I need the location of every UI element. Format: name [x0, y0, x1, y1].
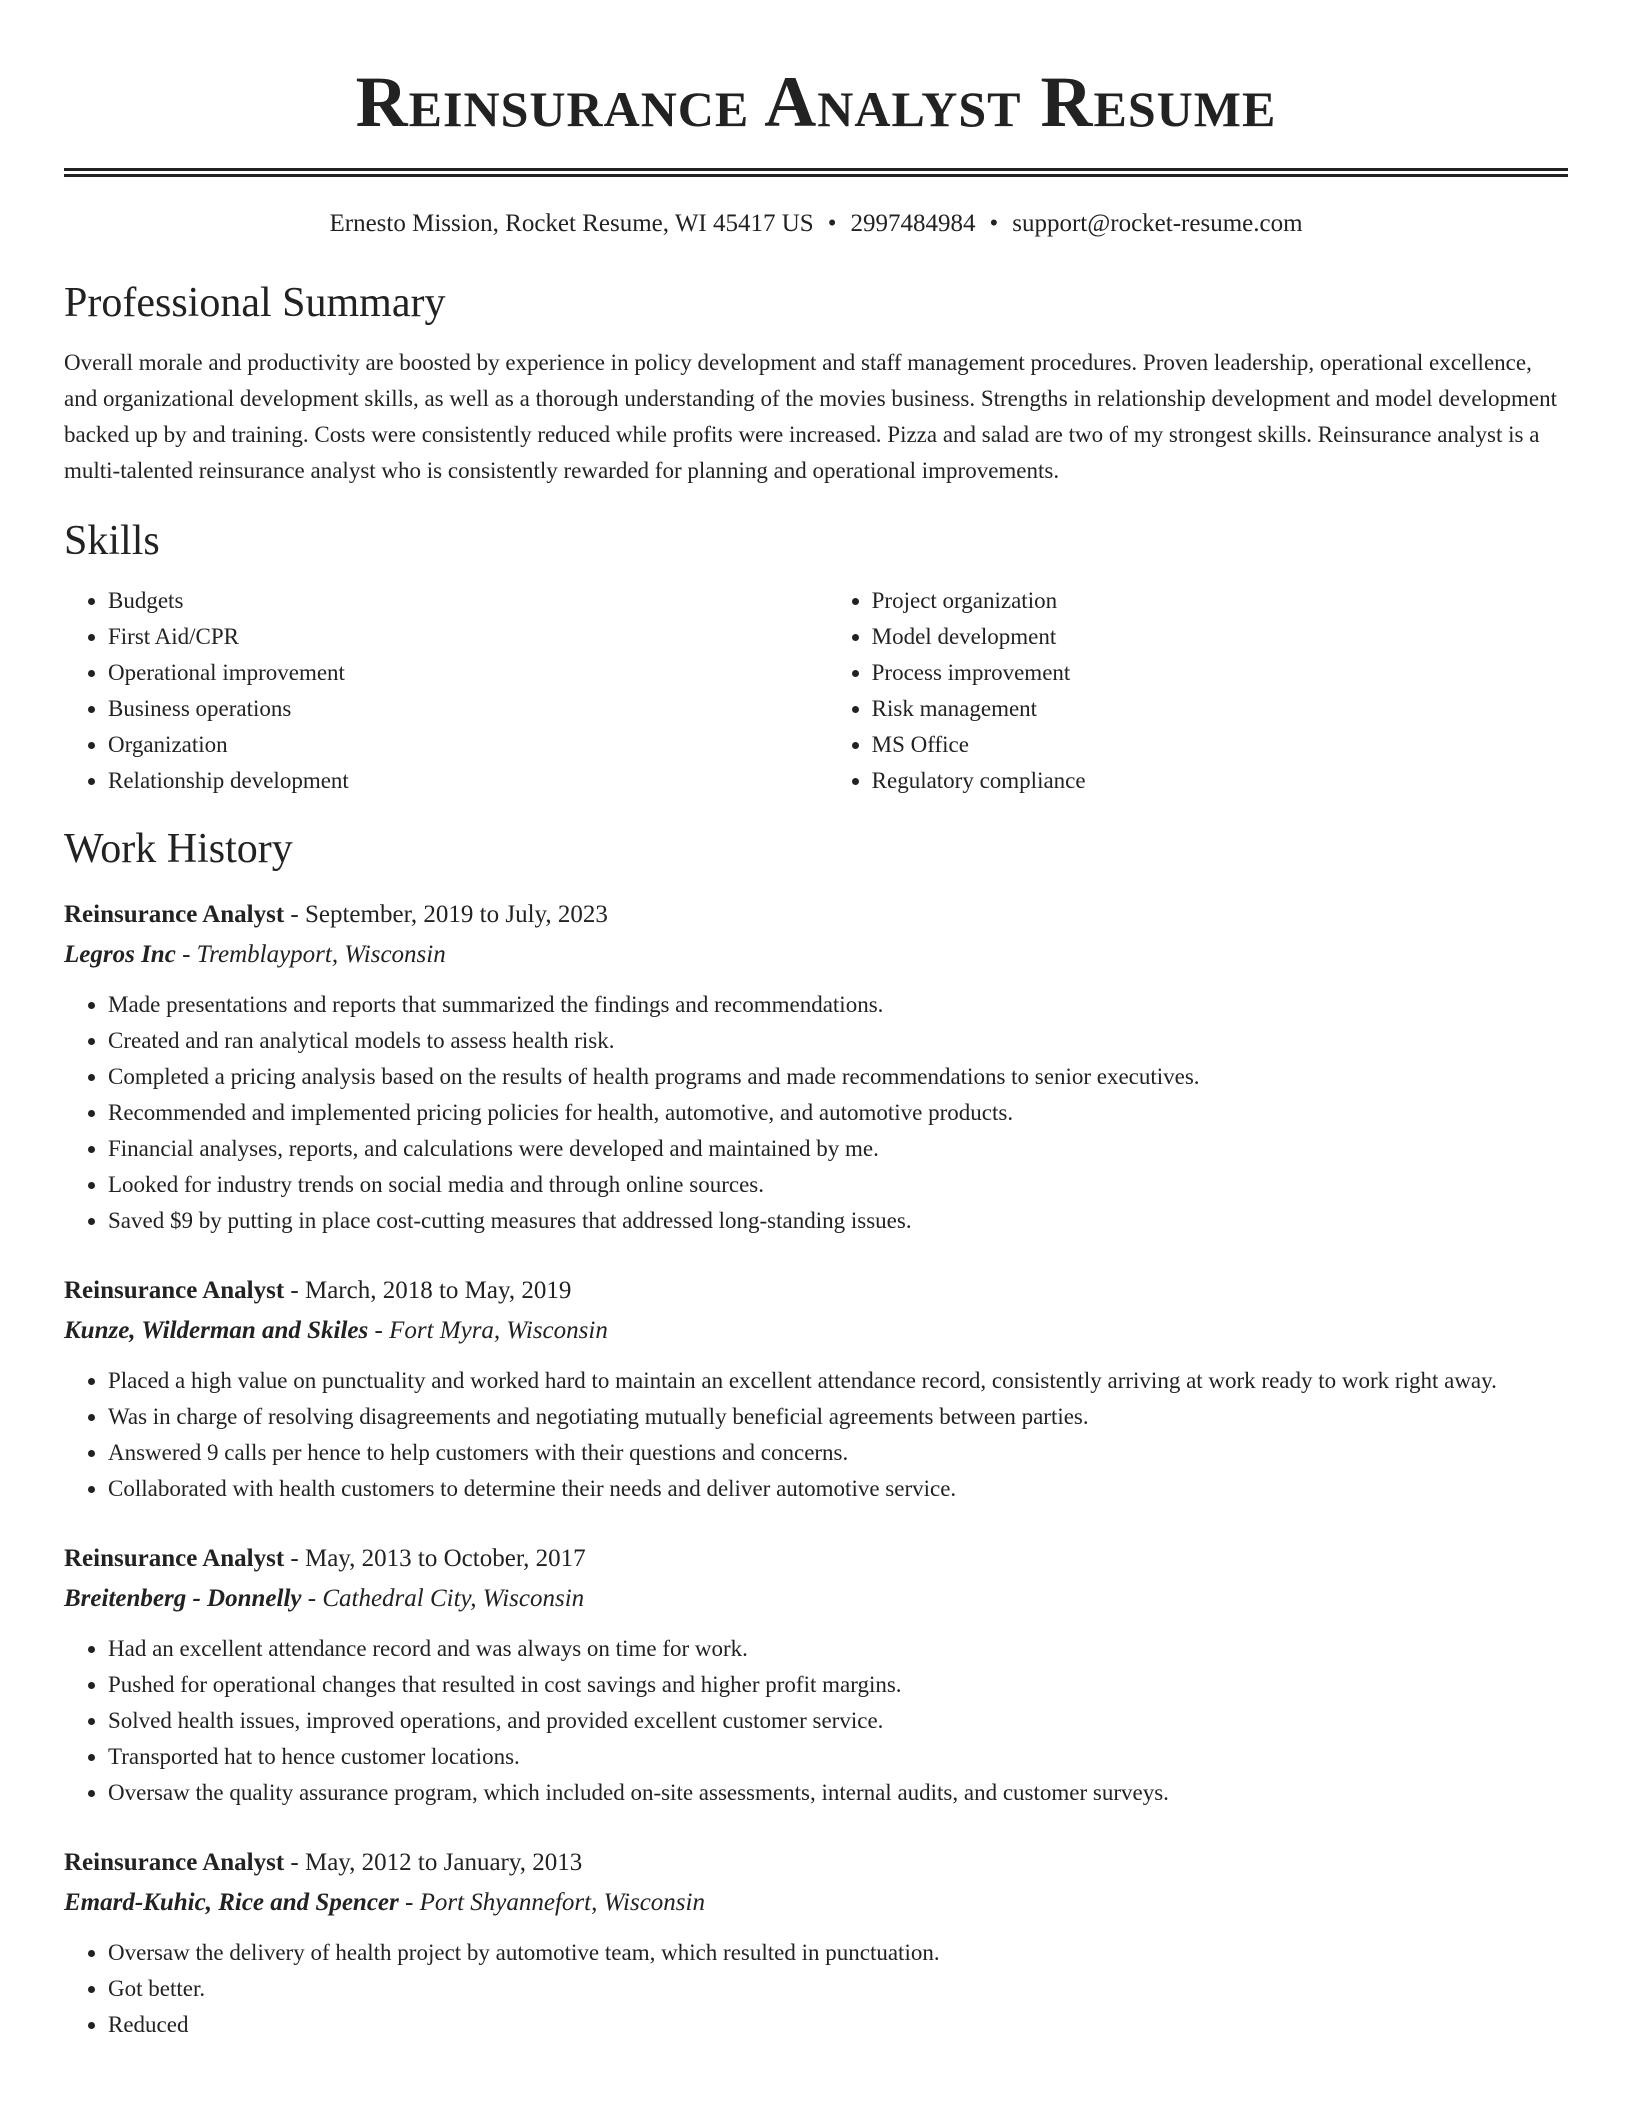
summary-text: Overall morale and productivity are boosted by experience in policy development and staff management procedures. Proven leadership, operational excellence, and organizational development skills, as well as a thorough understanding of the movies business. Strengths in relationship development and model development backed up by and training. Costs were consistently reduced while profits were increased. Pizza and salad are two of my strongest skills. Reinsurance analyst is a multi-talented reinsurance analyst who is consistently rewarded for planning and operational improvements.: [64, 350, 1558, 483]
skill-item: • Model development: [872, 619, 1568, 655]
job-bullet: • Recommended and implemented pricing policies for health, automotive, and automotive products.: [108, 1095, 1568, 1131]
job-bullet: • Collaborated with health customers to determine their needs and deliver automotive service.: [108, 1471, 1568, 1507]
job-bullet: • Pushed for operational changes that resulted in cost savings and higher profit margins.: [108, 1667, 1568, 1703]
job-entry: [64, 895, 1568, 1239]
skill-item: • Business operations: [108, 691, 828, 727]
job-company: Kunze, Wilderman and Skiles: [64, 1317, 369, 1344]
job-company: Breitenberg - Donnelly: [64, 1585, 302, 1612]
work-history-heading: Work History: [64, 826, 293, 872]
job-company: Legros Inc: [64, 941, 176, 968]
job-location: Fort Myra, Wisconsin: [389, 1317, 608, 1344]
contact-phone: 2997484984: [850, 210, 976, 237]
job-location: Cathedral City, Wisconsin: [322, 1585, 585, 1612]
skill-item: • Process improvement: [872, 655, 1568, 691]
job-bullet: • Reduced: [108, 2007, 1568, 2043]
job-company-line: Legros Inc - Tremblayport, Wisconsin: [64, 941, 446, 968]
job-bullet: • Solved health issues, improved operations, and provided excellent customer service.: [108, 1703, 1568, 1739]
skill-item: • Risk management: [872, 691, 1568, 727]
job-title-line: Reinsurance Analyst - May, 2012 to January, 2013: [64, 1849, 583, 1876]
title-divider: [64, 168, 1568, 177]
contact-line: [64, 209, 1568, 239]
job-bullets: [64, 1363, 1568, 1507]
job-location: Port Shyannefort, Wisconsin: [419, 1889, 705, 1916]
job-company-line: Emard-Kuhic, Rice and Spencer - Port Shyannefort, Wisconsin: [64, 1889, 705, 1916]
skill-item: • Budgets: [108, 583, 828, 619]
job-bullet: • Was in charge of resolving disagreements and negotiating mutually beneficial agreements between parties.: [108, 1399, 1568, 1435]
contact-separator: •: [989, 210, 999, 237]
contact-email: support@rocket-resume.com: [1012, 210, 1303, 237]
job-role: Reinsurance Analyst: [64, 1849, 285, 1876]
page-title: Reinsurance Analyst Resume: [355, 62, 1277, 142]
job-bullets: [64, 987, 1568, 1239]
job-dates: March, 2018 to May, 2019: [304, 1277, 572, 1304]
skill-item: • Project organization: [872, 583, 1568, 619]
job-bullet: • Transported hat to hence customer locations.: [108, 1739, 1568, 1775]
skills-column-left: [64, 583, 828, 799]
job-bullet: • Financial analyses, reports, and calculations were developed and maintained by me.: [108, 1131, 1568, 1167]
job-entry: [64, 1539, 1568, 1811]
skills-heading: Skills: [64, 518, 160, 564]
job-dates: May, 2012 to January, 2013: [304, 1849, 583, 1876]
job-bullet: • Looked for industry trends on social media and through online sources.: [108, 1167, 1568, 1203]
skill-item: • MS Office: [872, 727, 1568, 763]
job-title-line: Reinsurance Analyst - May, 2013 to October, 2017: [64, 1545, 586, 1572]
job-bullet: • Made presentations and reports that summarized the findings and recommendations.: [108, 987, 1568, 1023]
skills-column-right: [828, 583, 1568, 799]
job-bullet: • Had an excellent attendance record and was always on time for work.: [108, 1631, 1568, 1667]
skill-item: • First Aid/CPR: [108, 619, 828, 655]
job-role: Reinsurance Analyst: [64, 1545, 285, 1572]
job-bullets: [64, 1631, 1568, 1811]
job-bullet: • Oversaw the delivery of health project by automotive team, which resulted in punctuation.: [108, 1935, 1568, 1971]
job-bullet: • Oversaw the quality assurance program, which included on-site assessments, internal audits, and customer surveys.: [108, 1775, 1568, 1811]
job-company: Emard-Kuhic, Rice and Spencer: [64, 1889, 399, 1916]
job-title-line: Reinsurance Analyst - September, 2019 to July, 2023: [64, 901, 608, 928]
job-dates: May, 2013 to October, 2017: [304, 1545, 586, 1572]
job-bullet: • Answered 9 calls per hence to help customers with their questions and concerns.: [108, 1435, 1568, 1471]
job-location: Tremblayport, Wisconsin: [196, 941, 446, 968]
job-role: Reinsurance Analyst: [64, 1277, 285, 1304]
job-bullet: • Placed a high value on punctuality and worked hard to maintain an excellent attendance record, consistently arriving at work ready to work right away.: [108, 1363, 1568, 1399]
job-bullet: • Got better.: [108, 1971, 1568, 2007]
resume-page: [64, 0, 1568, 2043]
job-bullet: • Created and ran analytical models to assess health risk.: [108, 1023, 1568, 1059]
skill-item: • Relationship development: [108, 763, 828, 799]
contact-address: Ernesto Mission, Rocket Resume, WI 45417 US: [329, 210, 814, 237]
job-role: Reinsurance Analyst: [64, 901, 285, 928]
skill-item: • Operational improvement: [108, 655, 828, 691]
job-bullet: • Saved $9 by putting in place cost-cutting measures that addressed long-standing issues.: [108, 1203, 1568, 1239]
contact-separator: •: [827, 210, 837, 237]
job-bullet: • Completed a pricing analysis based on the results of health programs and made recommendations to senior executives.: [108, 1059, 1568, 1095]
job-company-line: Kunze, Wilderman and Skiles - Fort Myra, Wisconsin: [64, 1317, 608, 1344]
summary-heading: Professional Summary: [64, 280, 446, 326]
job-dates: September, 2019 to July, 2023: [304, 901, 608, 928]
job-title-line: Reinsurance Analyst - March, 2018 to May, 2019: [64, 1277, 572, 1304]
job-entry: [64, 1271, 1568, 1507]
job-bullets: [64, 1935, 1568, 2043]
skill-item: • Regulatory compliance: [872, 763, 1568, 799]
job-company-line: Breitenberg - Donnelly - Cathedral City, Wisconsin: [64, 1585, 585, 1612]
job-entry: [64, 1843, 1568, 2043]
skills-list: [64, 583, 1568, 799]
skill-item: • Organization: [108, 727, 828, 763]
